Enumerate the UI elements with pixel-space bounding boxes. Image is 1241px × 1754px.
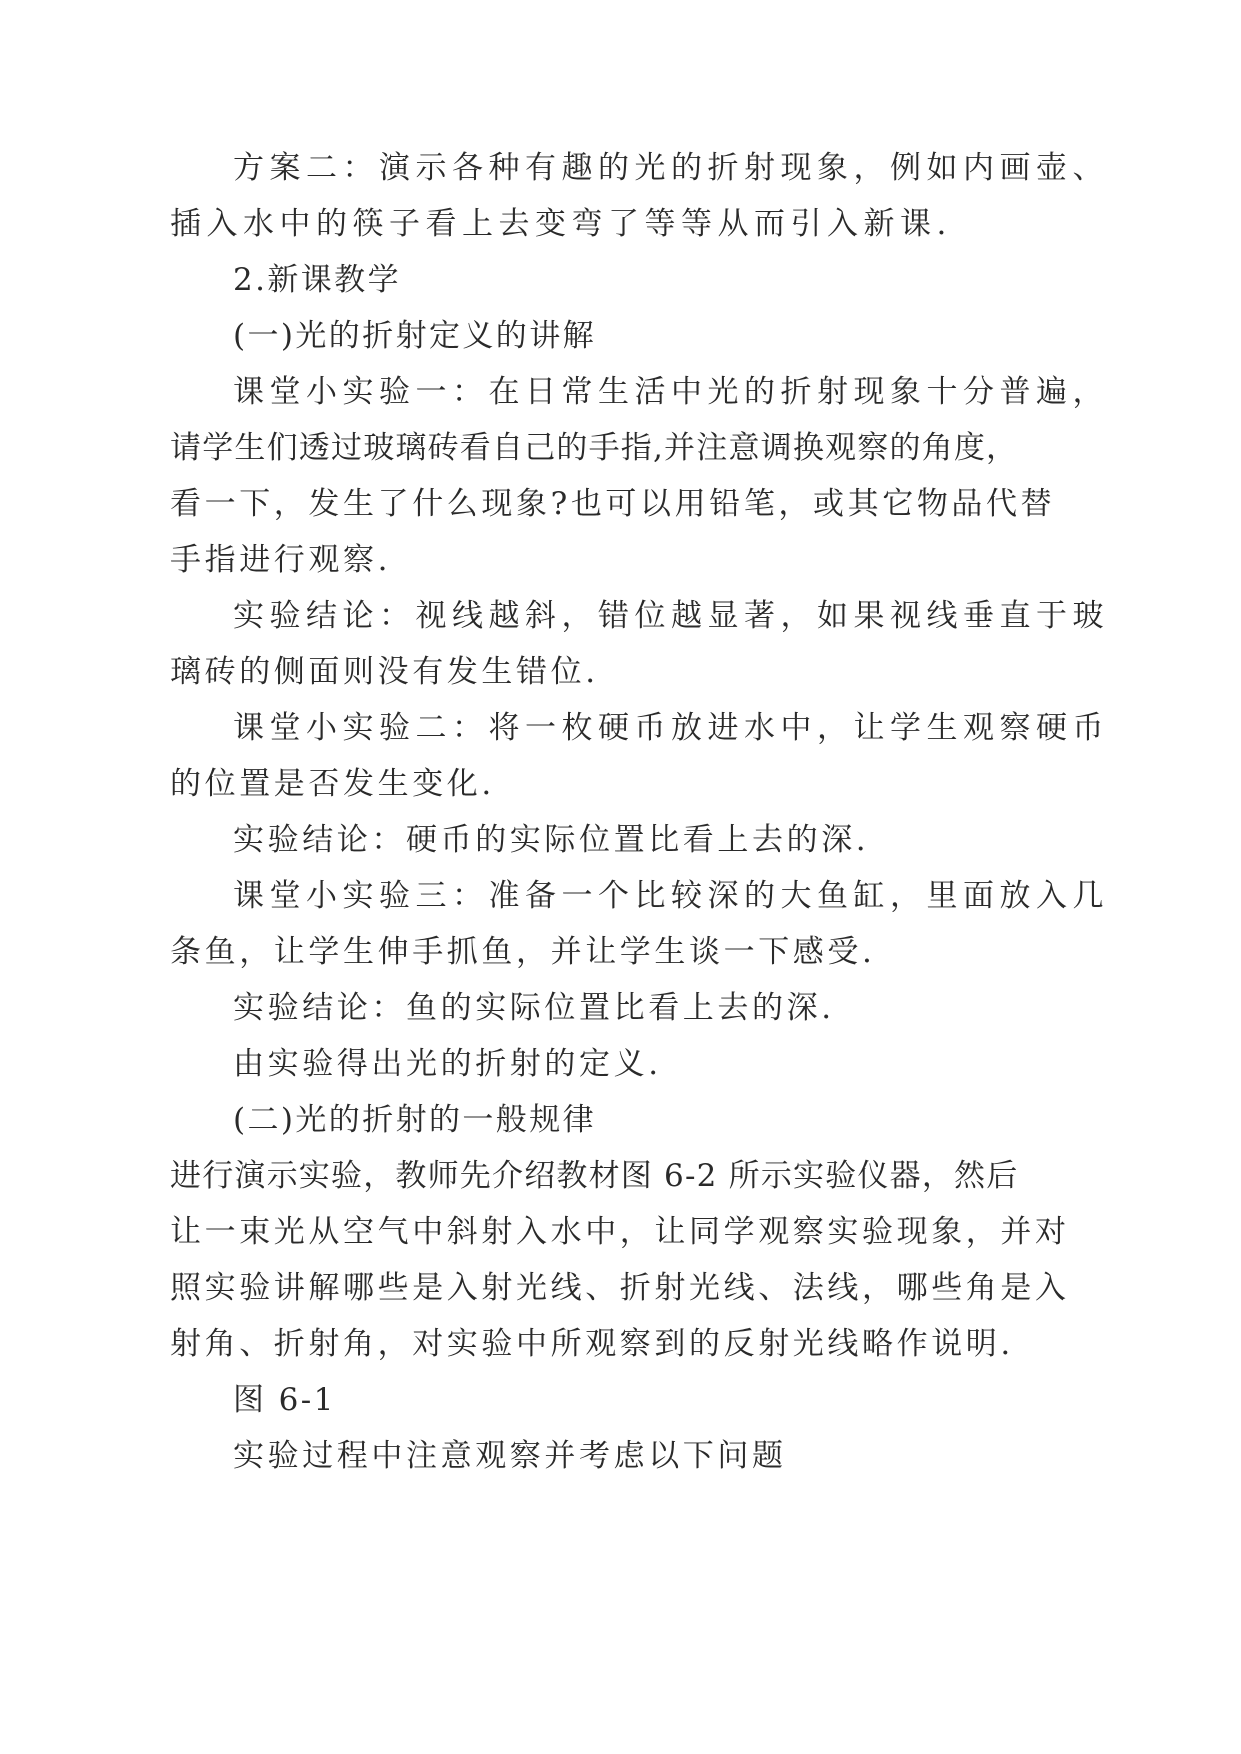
text-line-13: 实验结论：硬币的实际位置比看上去的深. (233, 822, 870, 858)
text-line-10: 璃砖的侧面则没有发生错位. (170, 654, 599, 690)
subsection-heading-general-law: (二)光的折射的一般规律 (233, 1102, 596, 1138)
section-heading-new-lesson: 2.新课教学 (233, 262, 401, 298)
text-line-6: 请学生们透过玻璃砖看自己的手指,并注意调换观察的角度， (170, 430, 1019, 466)
text-line-14: 课堂小实验三：准备一个比较深的大鱼缸，里面放入几 (233, 878, 1109, 914)
text-line-1: 方案二：演示各种有趣的光的折射现象，例如内画壶、 (233, 150, 1109, 186)
text-line-5: 课堂小实验一：在日常生活中光的折射现象十分普遍， (233, 374, 1109, 410)
text-line-21: 照实验讲解哪些是入射光线、折射光线、法线，哪些角是入 (170, 1270, 1070, 1306)
text-line-2: 插入水中的筷子看上去变弯了等等从而引入新课. (170, 206, 952, 242)
text-line-8: 手指进行观察. (170, 542, 392, 578)
text-line-15: 条鱼，让学生伸手抓鱼，并让学生谈一下感受. (170, 934, 876, 970)
text-line-11: 课堂小实验二：将一枚硬币放进水中，让学生观察硬币 (233, 710, 1109, 746)
text-line-19: 进行演示实验，教师先介绍教材图 6-2 所示实验仪器，然后 (170, 1158, 1019, 1194)
text-line-20: 让一束光从空气中斜射入水中，让同学观察实验现象，并对 (170, 1214, 1070, 1250)
text-line-24: 实验过程中注意观察并考虑以下问题 (233, 1438, 787, 1474)
text-line-16: 实验结论：鱼的实际位置比看上去的深. (233, 990, 835, 1026)
text-line-22: 射角、折射角，对实验中所观察到的反射光线略作说明. (170, 1326, 1014, 1362)
figure-label: 图 6-1 (233, 1382, 336, 1418)
text-line-7: 看一下，发生了什么现象?也可以用铅笔，或其它物品代替 (170, 486, 1056, 522)
text-line-17: 由实验得出光的折射的定义. (233, 1046, 662, 1082)
text-line-9: 实验结论：视线越斜，错位越显著，如果视线垂直于玻 (233, 598, 1109, 634)
subsection-heading-definition: (一)光的折射定义的讲解 (233, 318, 596, 354)
text-line-12: 的位置是否发生变化. (170, 766, 495, 802)
